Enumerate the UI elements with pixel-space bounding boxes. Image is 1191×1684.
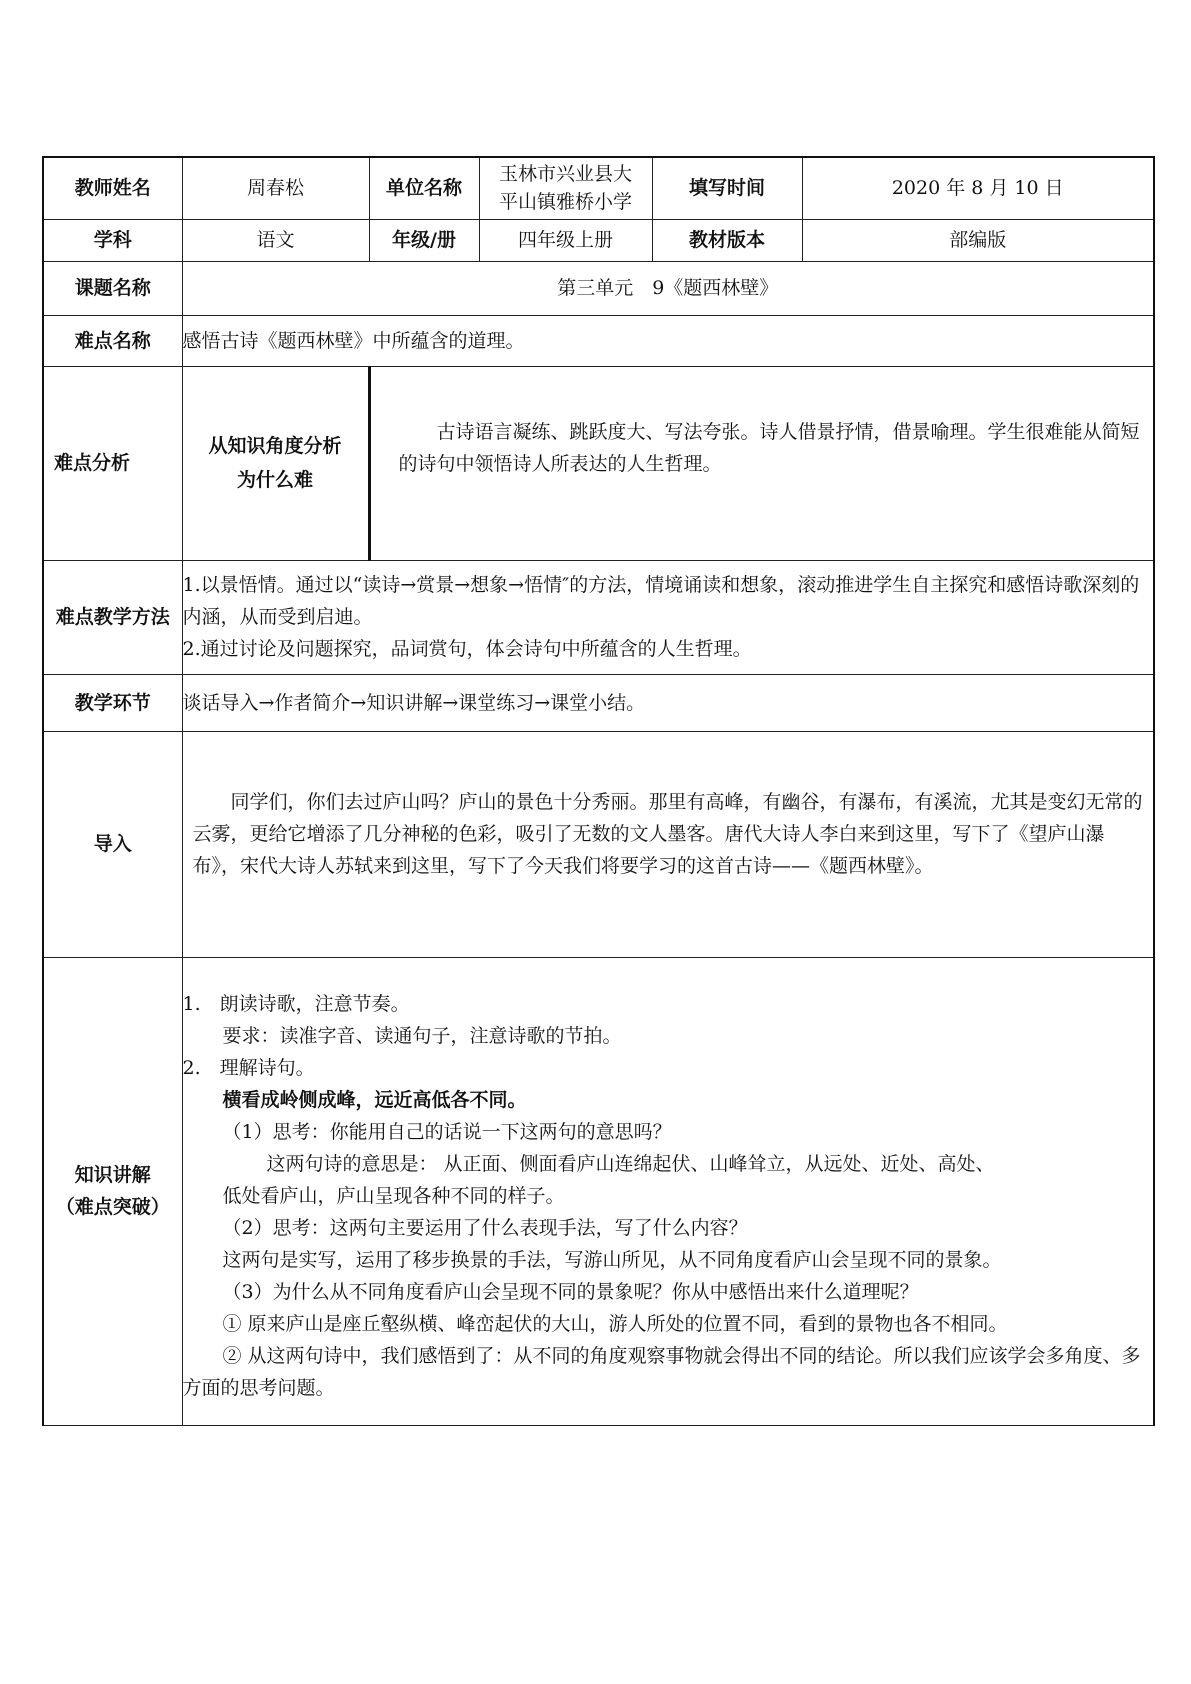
analysis-label: 难点分析: [43, 366, 182, 560]
difficulty-label: 难点名称: [43, 315, 182, 366]
teacher-label: 教师姓名: [43, 157, 182, 219]
unit-name: 玉林市兴业县大平山镇雅桥小学: [479, 157, 652, 219]
header-row-2: [43, 219, 1154, 261]
method-row: [43, 560, 1154, 674]
intro-text: 同学们，你们去过庐山吗？庐山的景色十分秀丽。那里有高峰，有幽谷，有瀑布，有溪流，尤其是变幻无常的云雾，更给它增添了几分神秘的色彩，吸引了无数的文人墨客。唐代大诗人李白来到这里，写下了《望庐山瀑布》，宋代大诗人苏轼来到这里，写下了今天我们将要学习的这首古诗——《题西林壁》。: [192, 791, 1143, 877]
method-label: 难点教学方法: [43, 560, 182, 674]
grade-label: 年级/册: [369, 219, 479, 261]
date-label: 填写时间: [652, 157, 802, 219]
method-cell: [182, 560, 1154, 674]
grade-value: 四年级上册: [479, 219, 652, 261]
date-value: 2020 年 8 月 10 日: [802, 157, 1154, 219]
analysis-text: 古诗语言凝练、跳跃度大、写法夸张。诗人借景抒情，借景喻理。学生很难能从简短的诗句中领悟诗人所表达的人生哲理。: [398, 421, 1140, 475]
method-item-1: 1.以景悟情。通过以“读诗→赏景→想象→悟情″的方法，情境诵读和想象，滚动推进学生自主探究和感悟诗歌深刻的内涵，从而受到启迪。: [182, 574, 1140, 628]
knowledge-line-9: 这两句是实写，运用了移步换景的手法，写游山所见，从不同角度看庐山会呈现不同的景象。: [222, 1248, 1002, 1271]
subject-value: 语文: [182, 219, 369, 261]
difficulty-value: 感悟古诗《题西林壁》中所蕴含的道理。: [182, 315, 1154, 366]
topic-label: 课题名称: [43, 261, 182, 315]
knowledge-cell: [182, 957, 1154, 1425]
intro-cell: [182, 731, 1154, 957]
method-item-2: 2.通过讨论及问题探究，品词赏句，体会诗句中所蕴含的人生哲理。: [182, 638, 752, 660]
teacher-name: 周春松: [182, 157, 369, 219]
topic-row: [43, 261, 1154, 315]
knowledge-row: [43, 957, 1154, 1425]
knowledge-label: [43, 957, 182, 1425]
knowledge-label-line-1: 知识讲解: [74, 1164, 151, 1186]
edition-label: 教材版本: [652, 219, 802, 261]
knowledge-line-3: 2. 理解诗句。: [182, 1056, 315, 1079]
edition-value: 部编版: [802, 219, 1154, 261]
intro-label: 导入: [43, 731, 182, 957]
process-value: 谈话导入→作者简介→知识讲解→课堂练习→课堂小结。: [182, 674, 1154, 731]
intro-row: [43, 731, 1154, 957]
knowledge-line-1: 1. 朗读诗歌，注意节奏。: [182, 992, 410, 1015]
knowledge-line-11: ① 原来庐山是座丘壑纵横、峰峦起伏的大山，游人所处的位置不同，看到的景物也各不相同。: [222, 1312, 1008, 1335]
topic-value: 第三单元 9《题西林壁》: [182, 261, 1154, 315]
knowledge-line-6: 这两句诗的意思是： 从正面、侧面看庐山连绵起伏、山峰耸立，从远处、近处、高处、: [266, 1152, 995, 1175]
header-row-1: [43, 157, 1154, 219]
analysis-text-cell: [369, 366, 1154, 560]
knowledge-line-12: ② 从这两句诗中，我们感悟到了：从不同的角度观察事物就会得出不同的结论。所以我们应该学会多角度、多方面的思考问题。: [182, 1344, 1141, 1399]
knowledge-poem-line: 横看成岭侧成峰，远近高低各不同。: [222, 1088, 527, 1111]
analysis-sub-label: 从知识角度分析为什么难: [182, 366, 369, 560]
knowledge-line-8: （2）思考：这两句主要运用了什么表现手法，写了什么内容？: [222, 1216, 748, 1239]
knowledge-line-10: （3）为什么从不同角度看庐山会呈现不同的景象呢？你从中感悟出来什么道理呢？: [222, 1280, 919, 1303]
knowledge-line-2: 要求：读准字音、读通句子，注意诗歌的节拍。: [222, 1024, 622, 1047]
knowledge-line-5: （1）思考：你能用自己的话说一下这两句的意思吗？: [222, 1120, 672, 1143]
process-label: 教学环节: [43, 674, 182, 731]
knowledge-line-7: 低处看庐山，庐山呈现各种不同的样子。: [222, 1184, 565, 1207]
difficulty-row: [43, 315, 1154, 366]
unit-label: 单位名称: [369, 157, 479, 219]
subject-label: 学科: [43, 219, 182, 261]
lesson-plan-table: [42, 156, 1155, 1426]
knowledge-label-line-2: （难点突破）: [55, 1196, 170, 1218]
analysis-row: [43, 366, 1154, 560]
process-row: [43, 674, 1154, 731]
